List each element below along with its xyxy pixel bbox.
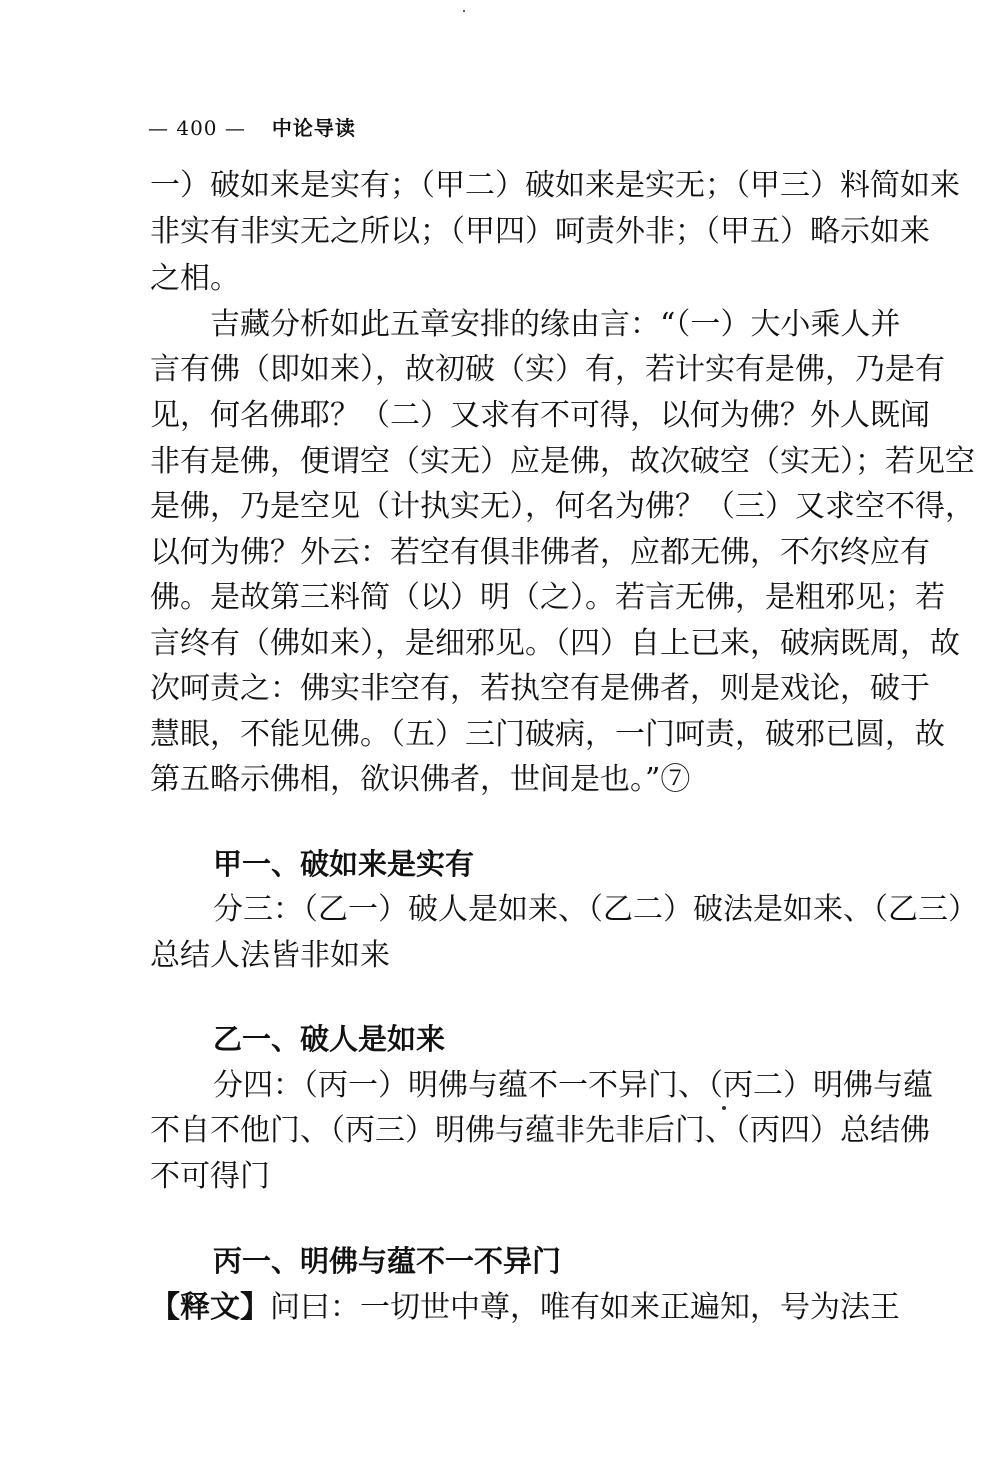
section-heading: 甲一、破如来是实有 (213, 847, 475, 881)
text-line: 吉藏分析如此五章安排的缘由言：“（一）大小乘人并 (210, 307, 901, 342)
section-heading: 乙一、破人是如来 (213, 1022, 446, 1056)
text-line: 是佛，乃是空见（计执实无），何名为佛？（三）又求空不得， (150, 489, 975, 524)
book-title: 中论导读 (271, 116, 356, 140)
text-line: 非有是佛，便谓空（实无）应是佛，故次破空（实无）；若见空 (150, 444, 975, 479)
text-line: 之相。 (150, 261, 240, 296)
text-line: 言终有（佛如来），是细邪见。（四）自上已来，破病既周，故 (150, 626, 960, 661)
text-line: 分四：（丙一）明佛与蕴不一不异门、（丙二）明佛与蕴 (213, 1068, 933, 1103)
text-line: 一）破如来是实有；（甲二）破如来是实无；（甲三）料简如来 (150, 168, 960, 203)
scan-speck (463, 10, 465, 12)
text-line: 慧眼，不能见佛。（五）三门破病，一门呵责，破邪已圆，故 (150, 717, 945, 752)
page-header (148, 112, 356, 141)
scan-speck (722, 1106, 726, 1110)
text-line: 不自不他门、（丙三）明佛与蕴非先非后门、（丙四）总结佛 (150, 1113, 930, 1148)
page-number: — 400 — (148, 116, 246, 140)
text-line: 不可得门 (150, 1159, 270, 1194)
text-line: 次呵责之：佛实非空有，若执空有是佛者，则是戏论，破于 (150, 671, 930, 706)
section-heading: 丙一、明佛与蕴不一不异门 (213, 1244, 562, 1278)
text-line: 总结人法皆非如来 (150, 938, 390, 973)
text-line: 言有佛（即如来），故初破（实）有，若计实有是佛，乃是有 (150, 352, 945, 387)
text-line: 分三：（乙一）破人是如来、（乙二）破法是如来、（乙三） (213, 892, 978, 927)
text-line: 以何为佛？外云：若空有俱非佛者，应都无佛，不尔终应有 (150, 535, 930, 570)
text-line: 第五略示佛相，欲识佛者，世间是也。”⑦ (150, 762, 691, 797)
text-line: 佛。是故第三料简（以）明（之）。若言无佛，是粗邪见；若 (150, 580, 945, 615)
shiwen-label: 【释文】 (150, 1290, 270, 1325)
text-line: 见，何名佛耶？（二）又求有不可得，以何为佛？外人既闻 (150, 398, 930, 433)
shiwen-text: 问曰：一切世中尊，唯有如来正遍知，号为法王 (270, 1290, 900, 1325)
text-line: 非实有非实无之所以；（甲四）呵责外非；（甲五）略示如来 (150, 214, 930, 249)
shiwen-line (150, 1290, 900, 1326)
